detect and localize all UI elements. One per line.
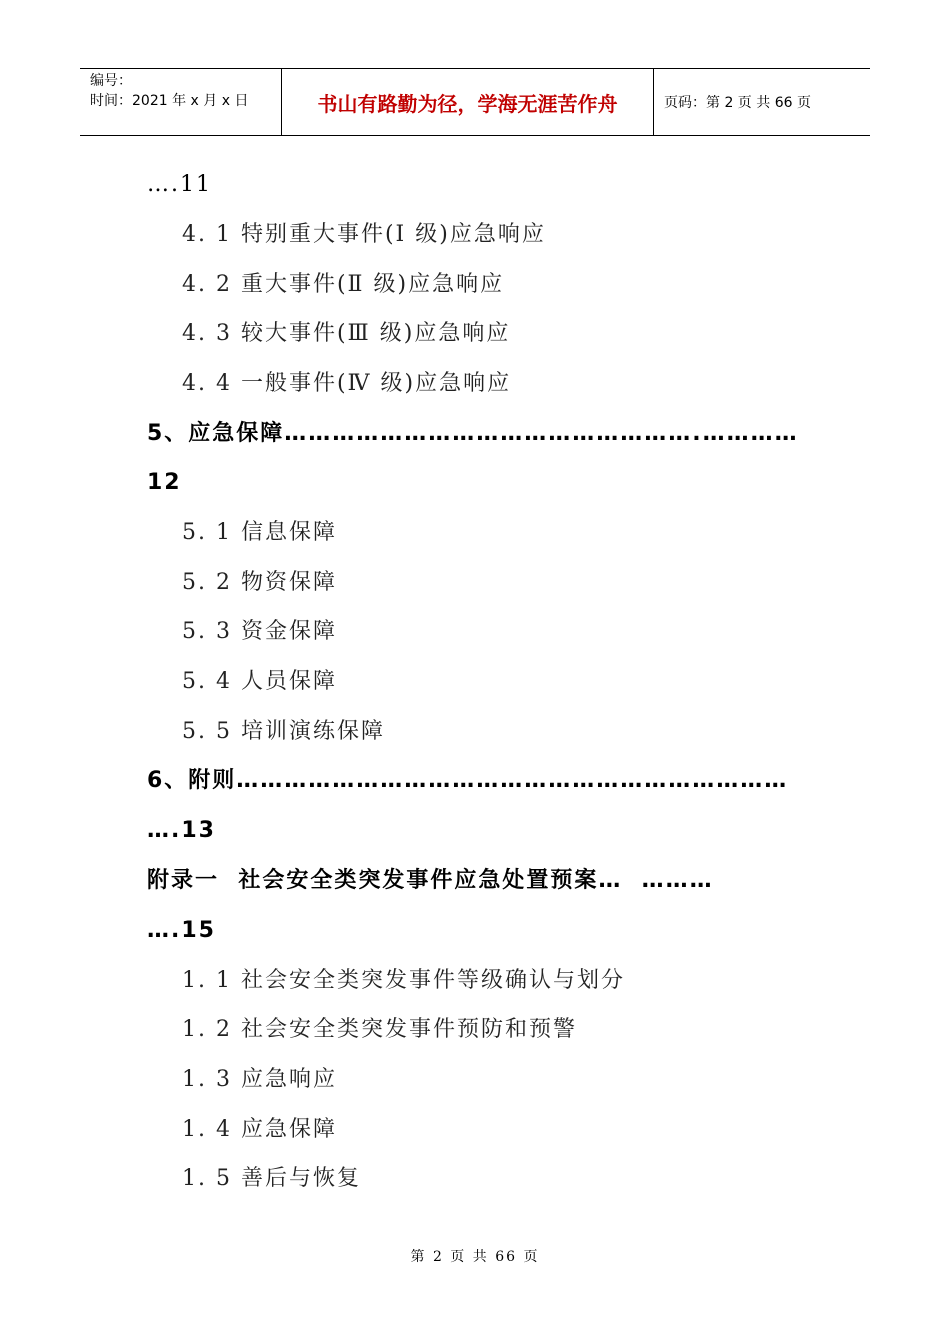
document-number-label: 编号： xyxy=(90,73,132,89)
header-motto: 书山有路勤为径，学海无涯苦作舟 xyxy=(317,91,618,116)
toc-section-heading: 5、应急保障…………………………………………….………… xyxy=(147,421,799,446)
toc-entry: 4. 2 重大事件(Ⅱ 级)应急响应 xyxy=(182,272,505,297)
toc-entry: 1. 5 善后与恢复 xyxy=(182,1166,361,1191)
toc-entry: 5. 2 物资保障 xyxy=(182,570,337,595)
toc-section-heading: 6、附则…………………………………………………………… xyxy=(147,768,789,793)
toc-section-heading: 附录一 社会安全类突发事件应急处置预案… ……… xyxy=(147,868,714,893)
document-date: 时间：2021 年 x 月 x 日 xyxy=(90,93,249,109)
header-page-cell xyxy=(654,69,870,135)
toc-entry: ….11 xyxy=(147,172,212,197)
toc-entry: 1. 1 社会安全类突发事件等级确认与划分 xyxy=(182,968,625,993)
toc-entry: 5. 5 培训演练保障 xyxy=(182,719,385,744)
page-header xyxy=(80,68,870,136)
toc-page-number: 12 xyxy=(147,470,182,495)
header-meta xyxy=(80,69,281,135)
page-footer xyxy=(0,1246,950,1266)
toc-entry: 1. 4 应急保障 xyxy=(182,1117,337,1142)
header-page-number: 页码：第 2 页 共 66 页 xyxy=(664,95,811,111)
toc-entry: 5. 1 信息保障 xyxy=(182,520,337,545)
toc-entry: 4. 3 较大事件(Ⅲ 级)应急响应 xyxy=(182,321,511,346)
footer-page-number: 第 2 页 共 66 页 xyxy=(410,1249,540,1265)
toc-entry: 1. 3 应急响应 xyxy=(182,1067,337,1092)
toc-entry: 5. 4 人员保障 xyxy=(182,669,337,694)
toc-entry: 4. 1 特别重大事件(Ⅰ 级)应急响应 xyxy=(182,222,546,247)
toc-page-number: ….15 xyxy=(147,918,216,943)
toc-page-number: ….13 xyxy=(147,818,216,843)
header-motto-cell xyxy=(281,69,654,135)
toc-entry: 4. 4 一般事件(Ⅳ 级)应急响应 xyxy=(182,371,512,396)
toc-entry: 5. 3 资金保障 xyxy=(182,619,337,644)
toc-entry: 1. 2 社会安全类突发事件预防和预警 xyxy=(182,1017,577,1042)
